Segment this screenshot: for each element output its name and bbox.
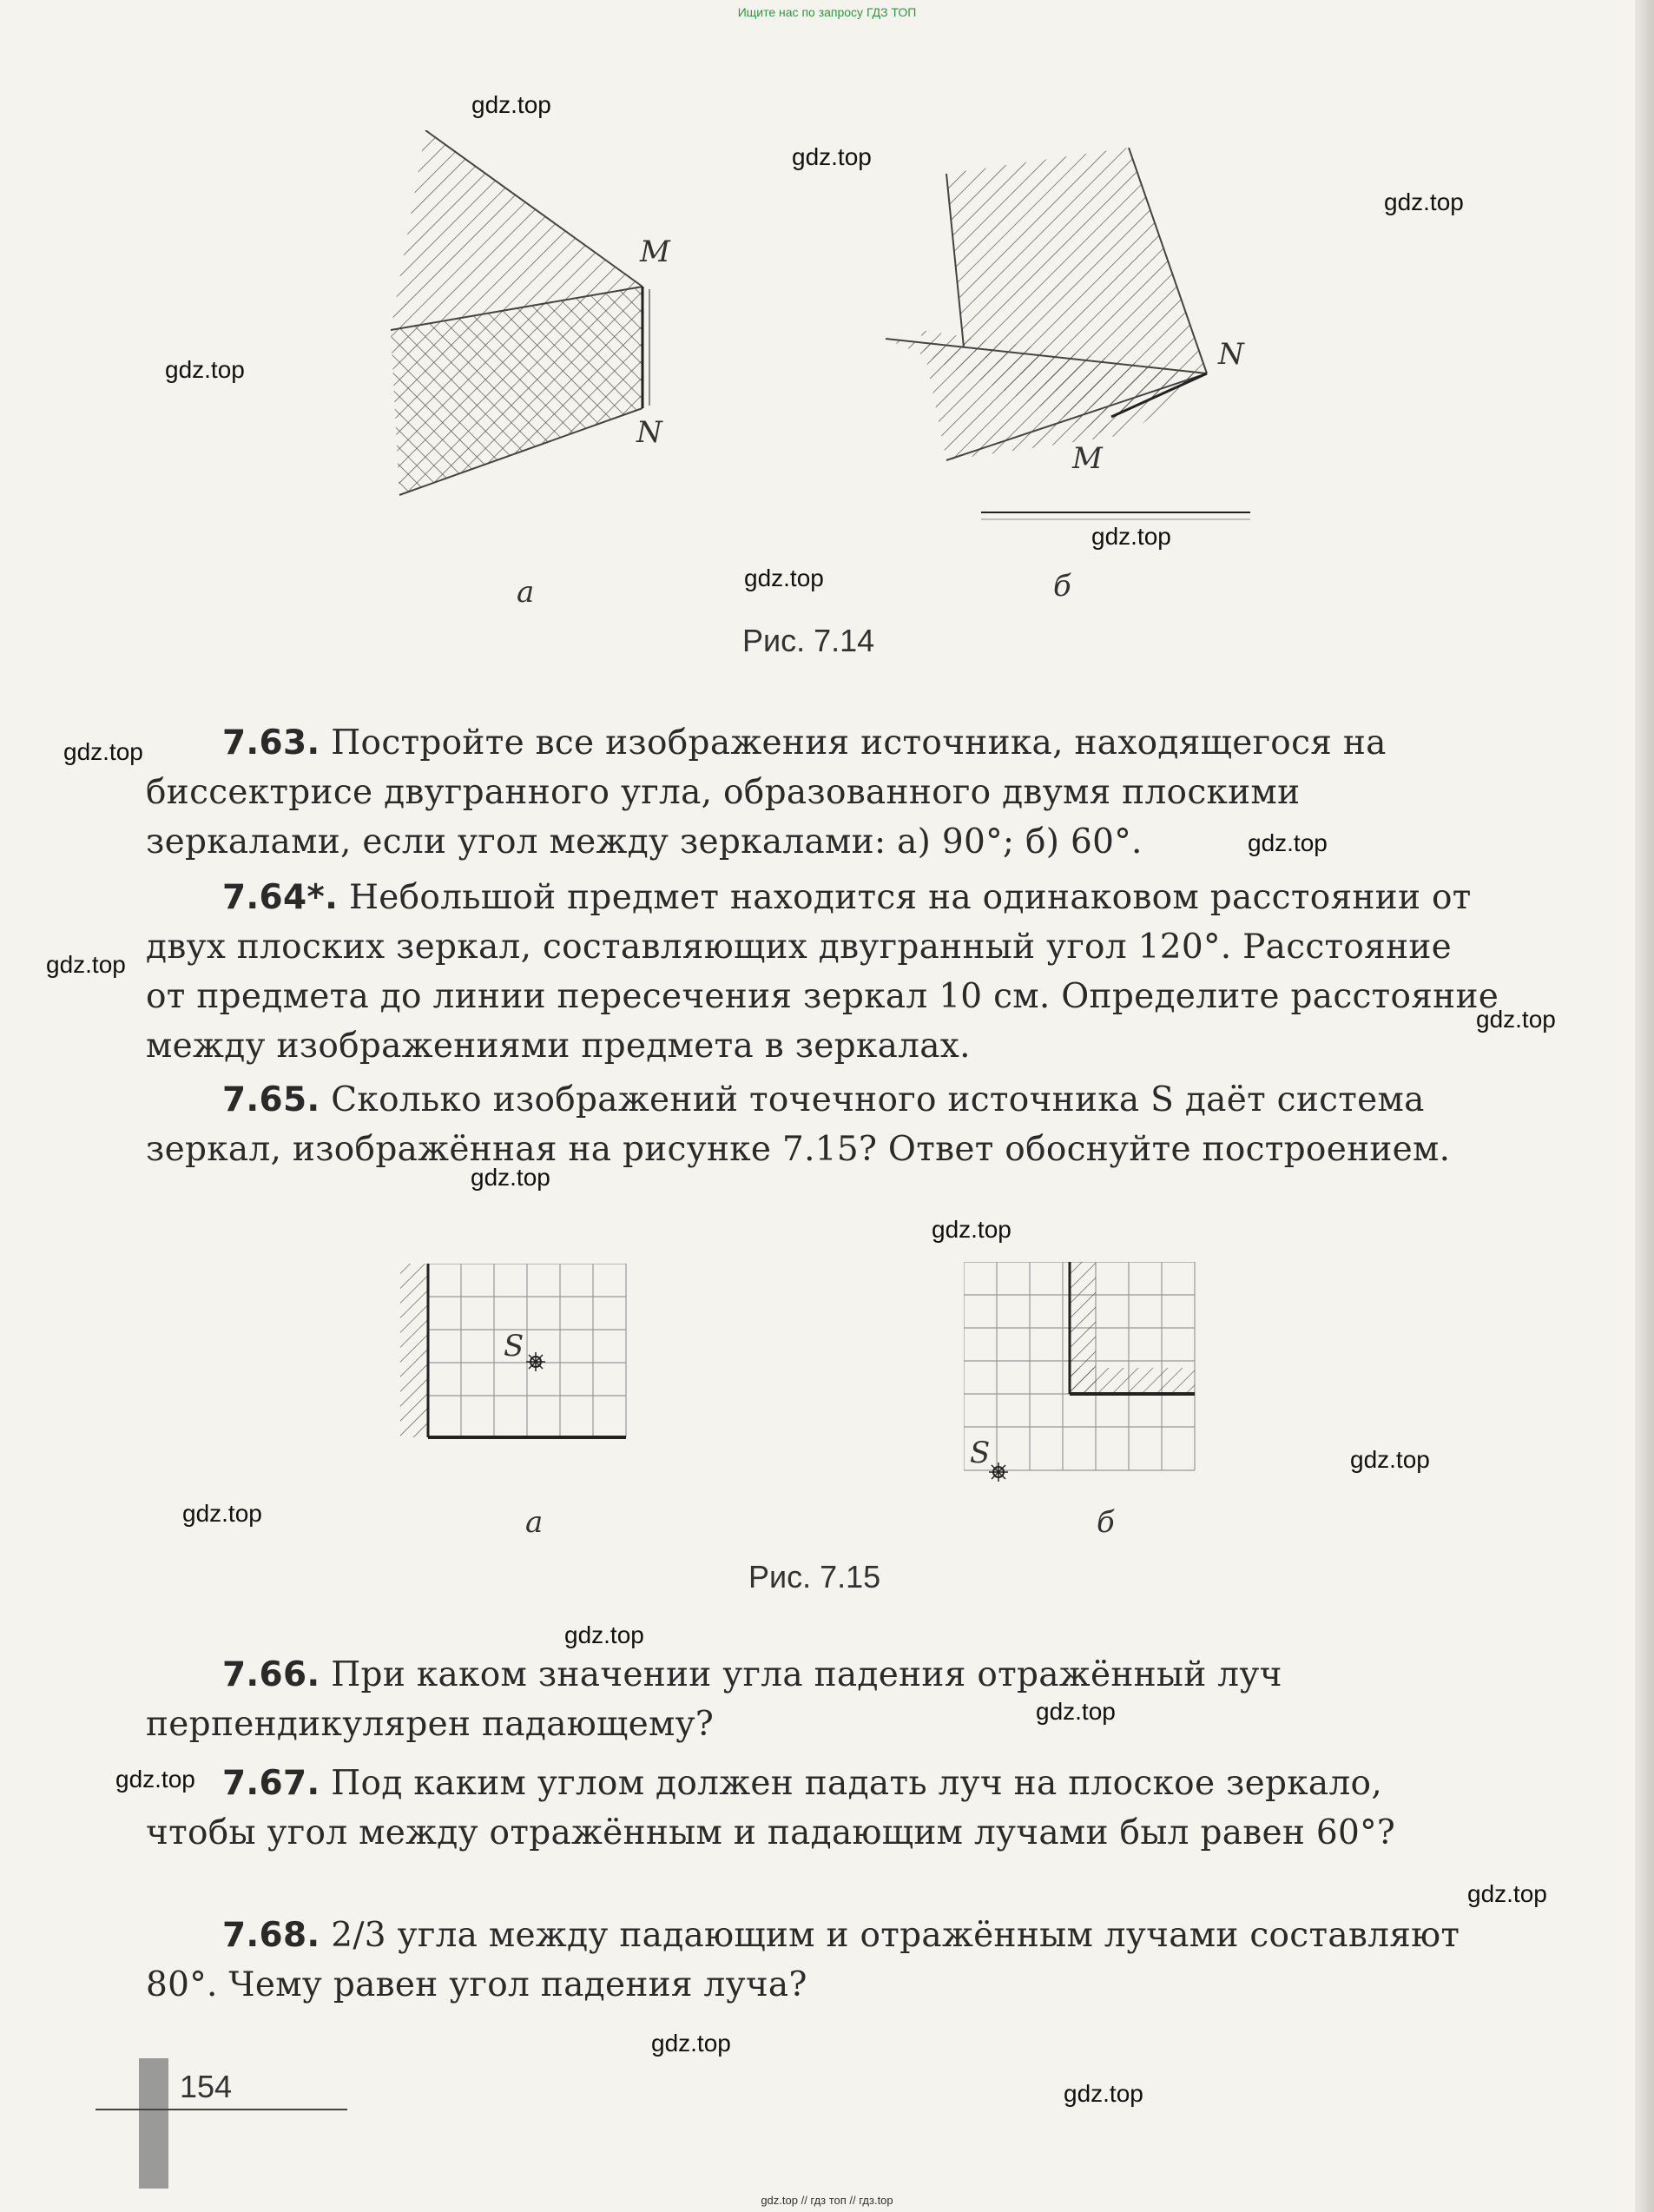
problem-7-66-text: При каком значении угла падения отражённый луч перпендикулярен падающему? <box>146 1655 1282 1744</box>
watermark: gdz.top <box>744 565 824 591</box>
problem-7-64 <box>146 873 1500 1071</box>
watermark: gdz.top <box>564 1621 644 1648</box>
watermark: gdz.top <box>792 143 872 170</box>
watermark: gdz.top <box>1476 1006 1556 1033</box>
problem-7-67 <box>146 1759 1500 1858</box>
fig-7-14-b-label-n: N <box>1218 337 1244 372</box>
fig-7-14-a-letter: а <box>517 575 535 610</box>
watermark: gdz.top <box>932 1216 1012 1243</box>
watermark: gdz.top <box>471 1164 550 1191</box>
watermark: gdz.top <box>1064 2080 1143 2107</box>
watermark: gdz.top <box>471 91 551 118</box>
fig-7-14-b-label-m: M <box>1072 441 1103 476</box>
figure-7-14-a <box>373 130 686 582</box>
problem-7-68-number: 7.68. <box>222 1916 320 1955</box>
bottom-banner: gdz.top // гдз топ // гдз.top <box>761 2194 893 2207</box>
top-banner: Ищите нас по запросу ГДЗ ТОП <box>737 5 917 19</box>
figure-7-15-a <box>395 1264 656 1463</box>
watermark: gdz.top <box>1248 829 1328 856</box>
problem-7-65 <box>146 1075 1500 1174</box>
watermark: gdz.top <box>182 1500 262 1527</box>
page-edge <box>1635 0 1654 2212</box>
watermark: gdz.top <box>1467 1880 1547 1907</box>
problem-7-65-number: 7.65. <box>222 1080 320 1119</box>
fig-7-14-a-label-m: M <box>640 234 670 269</box>
watermark: gdz.top <box>165 356 245 383</box>
watermark: gdz.top <box>46 951 126 978</box>
fig-7-15-a-letter: а <box>525 1505 544 1540</box>
page-number-rule <box>96 2109 347 2110</box>
fig-7-15-a-source-label: S <box>504 1329 524 1364</box>
page-number: 154 <box>180 2069 233 2104</box>
figure-7-15-caption: Рис. 7.15 <box>748 1559 881 1595</box>
problem-7-65-text: Сколько изображений точечного источника S даёт система зеркал, изображённая на рисунке 7.15? Ответ обоснуйте построением. <box>146 1080 1451 1169</box>
page-number-bar <box>139 2058 168 2189</box>
watermark: gdz.top <box>1036 1698 1116 1725</box>
problem-7-63-text: Постройте все изображения источника, находящегося на биссектрисе двугранного угла, образованного двумя плоскими зеркалами, если угол между зеркалами: а) 90°; б) 60°. <box>146 723 1387 862</box>
watermark: gdz.top <box>1350 1446 1430 1473</box>
figure-7-14-caption: Рис. 7.14 <box>742 623 875 658</box>
problem-7-66-number: 7.66. <box>222 1655 320 1694</box>
problem-7-67-text: Под каким углом должен падать луч на плоское зеркало, чтобы угол между отражённым и падающим лучами был равен 60°? <box>146 1764 1396 1852</box>
problem-7-64-number: 7.64*. <box>222 878 339 917</box>
problem-7-68-text: 2/3 угла между падающим и отражённым лучами составляют 80°. Чему равен угол падения луча? <box>146 1916 1460 2004</box>
watermark: gdz.top <box>1091 523 1171 550</box>
watermark: gdz.top <box>115 1766 195 1793</box>
fig-7-15-b-source-label: S <box>970 1436 991 1470</box>
fig-7-14-a-label-n: N <box>636 415 662 450</box>
watermark: gdz.top <box>1384 188 1464 215</box>
problem-7-63-number: 7.63. <box>222 723 320 763</box>
problem-7-66 <box>146 1650 1500 1749</box>
fig-7-14-b-letter: б <box>1053 569 1071 604</box>
watermark: gdz.top <box>63 738 143 765</box>
problem-7-68 <box>146 1911 1500 2010</box>
figure-7-14-b <box>868 148 1276 556</box>
problem-7-67-number: 7.67. <box>222 1764 320 1803</box>
watermark: gdz.top <box>651 2030 731 2057</box>
figure-7-15-b <box>964 1262 1250 1496</box>
problem-7-64-text: Небольшой предмет находится на одинаковом расстоянии от двух плоских зеркал, составляющих двугранный угол 120°. Расстояние от предмета до линии пересечения зеркал 10 см. Определите расстояние между изображениями предмета в зеркалах. <box>146 878 1499 1066</box>
fig-7-15-b-letter: б <box>1097 1505 1115 1540</box>
